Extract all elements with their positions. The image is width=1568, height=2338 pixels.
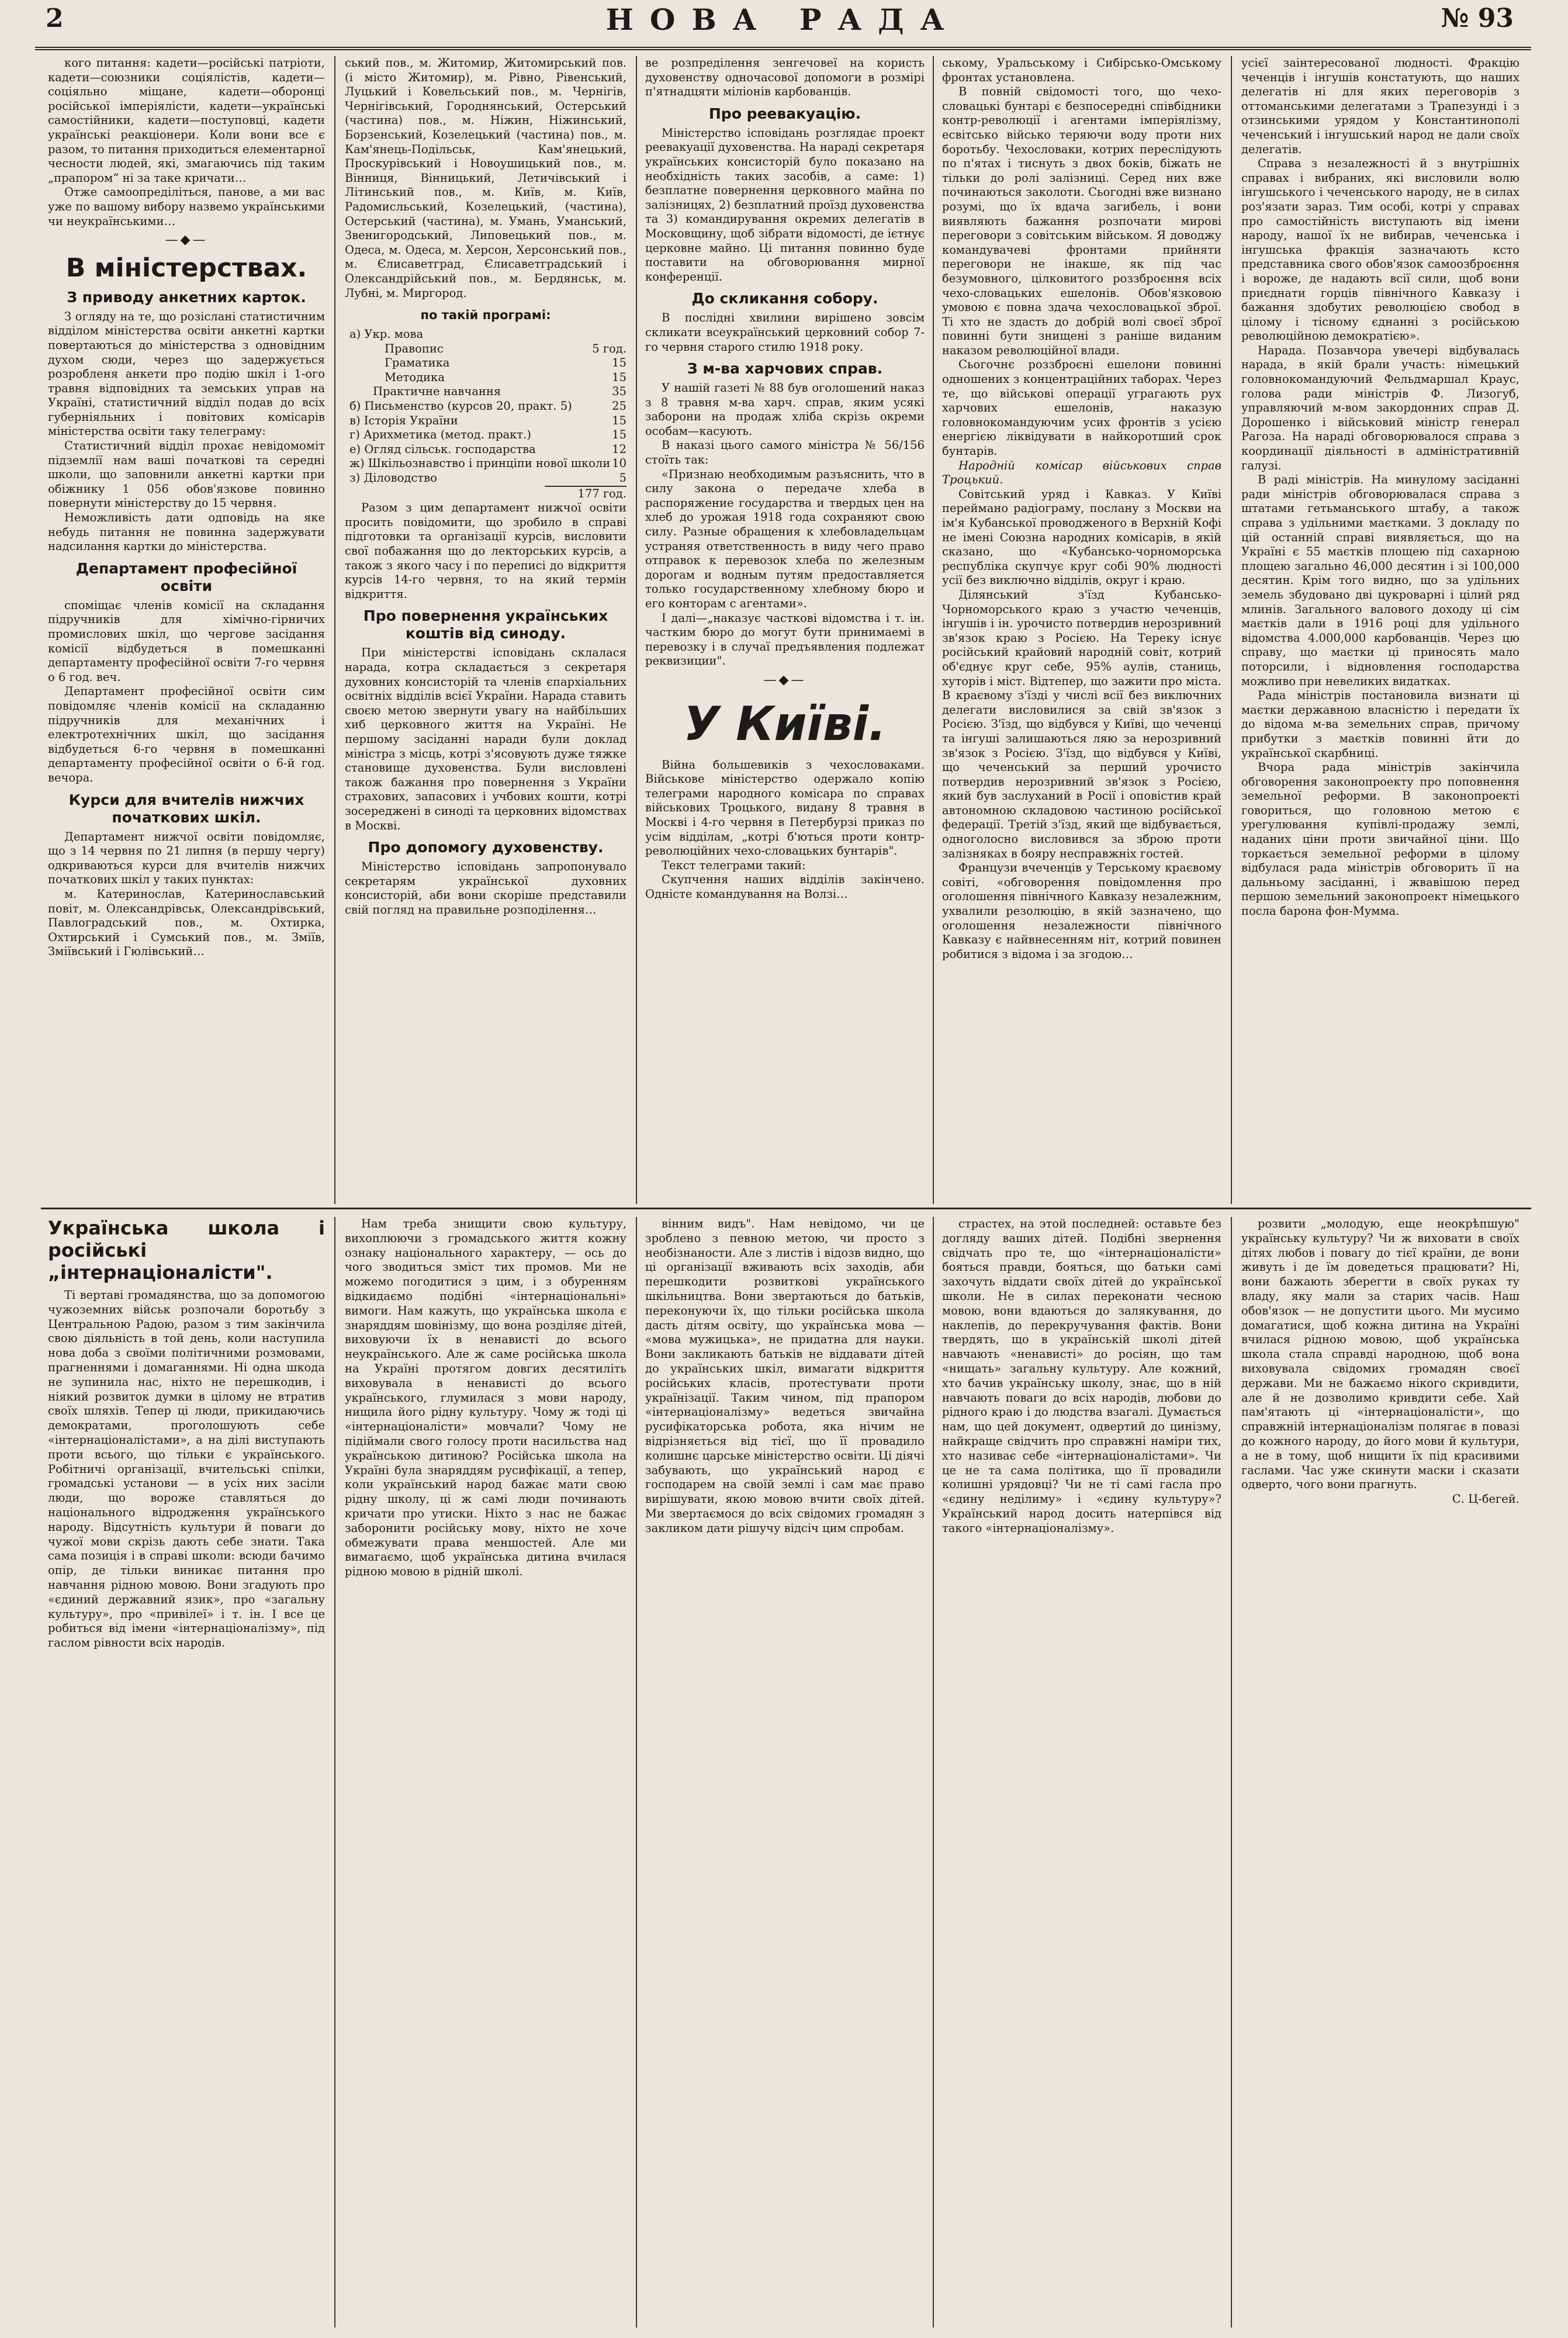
article-paragraph: Департамент нижчої освіти повідомляє, що з 14 червня по 21 липня (в першу чергу) одкриваються курси для вчителів нижчих початкових шкіл у таких пунктах: xyxy=(48,829,325,887)
article-paragraph: В наказі цього самого міністра № 56/156 стоїть так: xyxy=(645,438,925,467)
article-paragraph: ському, Уральському і Сибірсько-Омському фронтах установлена. xyxy=(942,56,1221,84)
column-rule xyxy=(636,1217,637,2327)
column-rule xyxy=(933,1217,934,2327)
column-1 xyxy=(48,56,325,1204)
column-3 xyxy=(645,56,925,1204)
program-row: а) Укр. мова xyxy=(349,327,424,341)
article-paragraph: «Признаю необходимым разъяснить, что в силу закона о передаче хлеба в распоряжение государства и твердых цен на хлеб до урожая 1918 года сохраняют свою силу. Разные обращения к хлебовладельцам устраняя ответственность в виду чего право отправок к перевозок хлеба по железным дорогам и водным путям предоставляется только государственному хлебному бюро и его конторам с агентами». xyxy=(645,467,925,610)
feuilleton-column-5 xyxy=(1241,1217,1519,2327)
column-rule xyxy=(1231,56,1232,1204)
article-paragraph: В послідні хвилини вирішено зовсім скликати всеукраїнський церковний собор 7-го червня старого стилю 1918 року. xyxy=(645,311,925,354)
ornament-divider: —◆— xyxy=(763,672,807,687)
article-paragraph: Отже самоопреділіться, панове, а ми вас уже по вашому вибору назвемо українськими чи неукраїнськими… xyxy=(48,185,325,228)
article-paragraph: Сьогочнє роззброєні ешелони повинні одношених з концентраційних таборах. Через те, що військові операції уграгають рух харчових ешелонів, наказую головнокомандуючим усих фронтів з усією енергією ліквідувати в найкоротший срок бунтарів. xyxy=(942,358,1221,458)
article-paragraph: Народній комісар військових справ Троцький. xyxy=(942,458,1221,487)
article-heading: З м-ва харчових справ. xyxy=(687,360,883,378)
program-row: в) Історія України 15 xyxy=(349,413,626,427)
article-paragraph: споміщає членів комісії на складання підручників для хімічно-гірничих промислових шкіл, що чергове засідання комісії відбудеться в помешканні департаменту професійної освіти 7-го червня о 6 год. веч. xyxy=(48,598,325,684)
article-paragraph: ве розпреділення зенгечовеї на користь духовенству одночасової допомоги в розмірі п'ятнадцяти міліонів карбованців. xyxy=(645,56,925,99)
article-paragraph: В раді міністрів. На минулому засіданні ради міністрів обговорювалася справа з штатами гетьманського штабу, а також справа з удільними маєтками. З докладу по цій останній справі виявляється, що на Україні є 55 маєтків площею під сахарною площею загально 46,000 десятин і зі 100,000 десятин. Крім того видно, що за удільних земель збудовано дві цукроварні і цілий ряд млинів. Загального валового доходу ці сім маєтків дали в 1916 році для удільного відомства 4.000,000 карбованців. Через цю справу, що маєтки ці приносять мало поторсили, і відновлення господарства можливо при невеликих видатках. xyxy=(1241,473,1519,688)
article-heading: До скликання собору. xyxy=(691,290,878,307)
article-paragraph: Нарада. Позавчора увечері відбувалась нарада, в якій брали участь: німецький головнокомандуючий Фельдмаршал Краус, голова ради міністрів Ф. Лизогуб, управляючий м-вом закордонних справ Д. Дорошенко і військовий міністр генерал Рагоза. На нараді обговорювалося справа з координації діяльності в адміністративній галузі. xyxy=(1241,343,1519,472)
author-signature: С. Ц-бегей. xyxy=(1452,1492,1519,1506)
article-paragraph: Міністерство ісповідань запропонувало секретарям української духовних консисторій, аби вони скоріше представили свій погляд на правильне розподілення… xyxy=(345,860,626,916)
article-paragraph: страстех, на этой последней: оставьте без догляду ваших дітей. Подібні звернення свідчать про те, що «інтернаціоналісти» бояться правди, бояться, що батьки самі захочуть віддати своїх дітей до української школи. Не в силах переконати чесною мовою, вони вдаються до залякування, до наклепів, до перекручування фактів. Вони твердять, що в українській школі дітей навчають «ненависті» до росіян, що там «нищать» загальну культуру. Але кожний, хто бачив українську школу, знає, що в ній навчають поваги до всіх народів, любови до рідного краю і до людства взагалі. Думається нам, що цей документ, одвертий до цинізму, найкраще свідчить про справжні наміри тих, хто називає себе «інтернаціоналістами». Чи це не та сама політика, що її провадили колишні урядовці? Чи не ті самі гасла про «єдину неділиму» і «єдину культуру»? Український народ досить натерпівся від такого «інтернаціоналізму». xyxy=(942,1217,1221,1535)
article-heading: З приводу анкетних карток. xyxy=(67,288,306,306)
program-row: б) Письменство (курсов 20, практ. 5) 25 xyxy=(349,399,626,413)
program-row: Методика 15 xyxy=(385,370,626,384)
program-list xyxy=(345,327,626,501)
program-row: ж) Шкільознавство і принціпи нової школи 10 xyxy=(349,456,626,471)
program-row: Практичне навчання 35 xyxy=(373,385,626,399)
article-paragraph: Міністерство ісповідань розглядає проект реевакуації духовенства. На нараді секретаря українських консисторій було показано на необхідність таких засобів, а саме: 1) безплатне повернення церковного майна по залізницях, 2) безплатний проїзд духовенства та 3) командирування окремих делегатів в Московщину, щоб зібрати відомості, де ієтнує церковне майно. Ці питання повинно буде поставити на обговорювання мирної конференції. xyxy=(645,126,925,283)
program-row: Правопис 5 год. xyxy=(385,341,626,355)
section-rule xyxy=(41,1208,1531,1209)
feuilleton-column-4 xyxy=(942,1217,1221,2327)
article-paragraph: Справа з незалежності й з внутрішніх справах і вибраних, які висловили волю інгушського і чеченського народу, не в силах роз'язати зараз. Тим особі, котрі у справах про самостійність виступають від імени народу, нашої їх не вибирав, чеченська і інгушська фракція зазначають ксто представника свого обов'язок самоозброєння і вороже, де надають всії сили, щоб вони приєднати горців північного Кавказу і бажання здобутих революцією свобод в цілому і тісному єднанні з російською революційною демократією». xyxy=(1241,157,1519,343)
section-heading: В міністерствах. xyxy=(65,253,307,283)
article-paragraph: ський пов., м. Житомир, Житомирський пов. (і місто Житомир), м. Рівно, Рівенський, Луцький і Ковельський пов., м. Чернігів, Чернігівський, Городнянський, Остерський (частина) пов., м. Ніжин, Ніжинський, Борзенський, Козелецький (частина) пов., м. Кам'янець-Подільськ, Кам'янецький, Проскурівський і Новоушицький пов., м. Вінниця, Вінницький, Летичівський і Літинський пов., м. Київ, м. Київ, Радомисльський, Козелецький, (частина), Остерський (частина), м. Умань, Уманський, Звенигородський, Липовецький пов., м. Одеса, м. Одеса, м. Херсон, Херсонський пов., м. Єлисаветград, Єлисаветградський і Олександрійський пов., м. Бердянськ, м. Лубні, м. Миргород. xyxy=(345,56,626,300)
article-paragraph: При міністерстві ісповідань склалася нарада, котра складається з секретаря духовних консисторій та членів єпархіальних освітніх відділів всієї України. Нарада ставить своєю метою звернути увагу на найбільших хиб церковного життя на Україні. Не першому засіданні наради були доклад міністра з місць, котрі з'ясовують дуже тяжке становище духовенства. Були висловлені також бажання про повернення з України страхових, запасових і учбових кошти, котрі зосереджені в синоді та церковних відомствах в Москві. xyxy=(345,646,626,832)
article-paragraph: розвити „молодую, еще неокрѣпшую" українську культуру? Чи ж виховати в своїх дітях любов і повагу до тієї країни, де вони живуть і де їм доведеться працювати? Ні, вони бажають зберегти в своїх руках ту владу, яку мали за старих часів. Наш обов'язок — не допустити цього. Ми мусимо домагатися, щоб кожна дитина на Україні вчилася рідною мовою, щоб українська школа стала справді народною, щоб вона виховувала свідомих громадян своєї держави. Ми не бажаємо нікого скривдити, але й не дозволимо кривдити себе. Хай пам'ятають ці «інтернаціоналісти», що справжній інтернаціоналізм полягає в повазі до кожного народу, до його мови й культури, а не в тому, щоб нищити їх під красивими гаслами. Час уже скинути маски і сказати одверто, чого вони прагнуть. xyxy=(1241,1217,1519,1492)
article-paragraph: Статистичний відділ прохає невідомоміт підземлії нам ваші початкові та середні школи, що заповнили анкетні картки при обіжнику 1 056 обов'язкове повинно повернути міністерству до 15 червня. xyxy=(48,439,325,510)
ornament-divider: —◆— xyxy=(165,233,208,248)
article-paragraph: кого питання: кадети—російські патріоти, кадети—союзники соціялістів, кадети—соціяльно міщане, кадети—оборонці російської імперіялісти, кадети—українські самостійники, кадети—поступовці, кадети українські реакціонери. Коли вони все є разом, то питання приходиться елементарної чесности людей, які, змагаючись під таким „прапором“ ні за таке кричати… xyxy=(48,56,325,185)
program-row: г) Арихметика (метод. практ.) 15 xyxy=(349,428,626,442)
article-heading: Курси для вчителів нижчих початкових шкіл. xyxy=(68,791,304,826)
program-row: е) Огляд сільськ. господарства 12 xyxy=(349,442,626,456)
article-paragraph: Французи вчеченців у Терському краєвому совіті, «обговорення повідомлення про оголошення північного Кавказу незалежним, ухвалили резолюцію, в якій зазначено, що оголошення незалежности північного Кавказу є найвнесенням ніт, котрий повинен робитися з відома і за згодою… xyxy=(942,861,1221,961)
article-paragraph: Ділянський з'їзд Кубансько-Чорноморського краю з участю чеченців, інгушів і ін. урочисто потвердив нерозривний зв'язок краю з Росією. На Тереку існує російський крайовий народній совіт, котрий об'єднує круг себе, 95% аулів, станиць, хуторів і міст. Відтепер, що зажити про міста. В краєвому з'їзді у числі всії без виключних делегати висловилися за свій зв'язок з Росією. З'їзд, що відбувся у Київі, що чеченці та інгуші залишаються ляю за нерозривний зв'язок з Росією. З'їзд, що відбувся у Київі, що чеченський за перший урочисто потвердив нерозривний зв'язок з Росією, який був заслуханий в Росії і оповістив край автономною складовою частиною російської федерації. Третій з'їзд, який ще відбувається, одноголосно висловився за зброю проти залізняках в бояру несправжніх гостей. xyxy=(942,587,1221,860)
column-4 xyxy=(942,56,1221,1204)
newspaper-title: НОВА РАДА xyxy=(605,2,961,37)
feuilleton-column-2 xyxy=(345,1217,626,2327)
column-rule xyxy=(334,56,335,1204)
article-heading: Про повернення українських коштів від синоду. xyxy=(363,607,608,642)
article-paragraph: Текст телеграми такий: xyxy=(662,858,806,872)
column-2 xyxy=(345,56,626,1204)
article-paragraph: Рада міністрів постановила визнати ці маєтки державною власністю і передати їх до відома м-ва земельних справ, причому прибутки з маєтків повинні йти до української скарбниці. xyxy=(1241,689,1519,760)
article-paragraph: Совітський уряд і Кавказ. У Київі переймано радіограму, послану з Москви на ім'я Кубанської проводженого в Верхній Кофі не імені Союзна народних комісарів, в якій сказано, що «Кубансько-чорноморська республіка скупчує круг собі 90% людності усії без виключно відділів, округ і краю. xyxy=(942,487,1221,587)
program-total: 177 год. xyxy=(545,486,626,502)
program-heading: по такій програмі: xyxy=(420,308,551,323)
article-paragraph: Департамент професійної освіти сим повідомляє членів комісії на складанню підручників для механічних і електротехнічних шкіл, що засідання відбудеться 6-го червня в помешканні департаменту професійної освіти о 6-й год. вечора. xyxy=(48,684,325,784)
column-5 xyxy=(1241,56,1519,1204)
feuilleton-title: Українська школа і російські „інтернаціоналісти". xyxy=(48,1217,325,1284)
article-paragraph: вінним видъ". Нам невідомо, чи це зроблено з певною метою, чи просто з необізнаности. Але з листів і відозв видно, що ці організації вживають всіх заходів, аби перешкодити розвиткові українського шкільництва. Вони звертаються до батьків, переконуючи їх, що тільки російська школа дасть дітям освіту, що українська мова — «мова мужицька», не придатна для науки. Вони закликають батьків не віддавати дітей до українських шкіл, вимагати відкриття російських класів, протестувати проти українізації. Таким чином, під прапором «інтернаціоналізму» ведеться звичайна русифікаторська робота, яка нічим не відрізняється від тієї, що її провадило колишнє царське міністерство освіти. Ці діячі забувають, що український народ є господарем на своїй землі і сам має право вирішувати, якою мовою вчити своїх дітей. Ми звертаємося до всіх свідомих громадян з закликом дати рішучу відсіч цим спробам. xyxy=(645,1217,925,1535)
feuilleton-column-3 xyxy=(645,1217,925,2327)
article-paragraph: З огляду на те, що розіслані статистичним відділом міністерства освіти анкетні картки повертаються до міністерства з одновідним духом сюди, через що задержується розробленя анкети про подію шкіл і 1-ого травня відповідних та земських управ на Україні, статистичний відділ подав до всіх губерніяльних і повітових комісарів міністерства освіти таку телеграму: xyxy=(48,309,325,438)
article-paragraph: Разом з цим департамент нижчої освіти просить повідомити, що зробило в справі підготовки та організації курсів, висловити свої побажання що до лекторських курсів, а також з якого часу і по переписі до відкриття курсів 14-го червня, то на який термін відкриття. xyxy=(345,501,626,601)
masthead xyxy=(35,0,1531,50)
program-row: Граматика 15 xyxy=(385,356,626,370)
program-row: з) Діловодство 5 xyxy=(349,471,626,485)
column-rule xyxy=(1231,1217,1232,2327)
article-heading: Про реевакуацію. xyxy=(708,105,861,122)
article-paragraph: Скупчення наших відділів закінчено. Одністе командування на Волзі… xyxy=(645,873,925,901)
article-paragraph: Війна большевиків з чехословаками. Військове міністерство одержало копію телеграми народного комісара по справах військових Троцького, видану 8 травня в Москві і 4-го червня в Петербурзі приказ по усім відділам, „котрі б'ються проти контр-революційних чехо-словацьких бунтарів". xyxy=(645,758,925,858)
article-paragraph: У нашій газеті № 88 був оголошений наказ з 8 травня м-ва харч. справ, яким усякі заборони на продаж хліба скрізь окреми особам—касують. xyxy=(645,381,925,438)
article-paragraph: І далі—„наказує часткові відомства і т. ін. частким бюро до могут бути принимаемі в перевозку і в случаї предъявления подлежат реквизиции". xyxy=(645,611,925,668)
article-heading: Департамент професійної освіти xyxy=(75,559,297,594)
article-paragraph: усієї заінтересованої людності. Фракцію чеченців і інгушів констатують, що наших делегатів ні для яких переговорів з оттоманськими делегатами з Трапезунді і з отзинськими урядом у Константинополі чеченський і інгушський народ не дали своїх делегатів. xyxy=(1241,56,1519,156)
feuilleton-column-1 xyxy=(48,1217,325,2327)
section-heading: У Київі. xyxy=(683,696,887,751)
article-paragraph: Ті вертаві громадянства, що за допомогою чужоземних військ розпочали боротьбу з Центральною Радою, разом з тим закінчила свою діяльність в той день, коли наступила нова доба з своїми політичними розмовами, прагненнями і домаганнями. Ні одна шкода не зупинила нас, ніхто не перешкодив, і ніякий розвиток думки в цілому не втратив своїх шляхів. Тепер ці люди, прикидаючись демократами, проголошують себе «інтернаціоналістами», а на ділі виступають проти всього, що тільки є українського. Робітничі організації, вчительські спілки, громадські установи — в усіх них засіли люди, що вороже ставляться до національного відродження українського народу. Відсутність культури й поваги до чужої мови скрізь дають себе знати. Така сама позиція і в справі школи: всюди бачимо опір, де тільки виникає питання про навчання рідною мовою. Вони згадують про «єдиний державний язик», про «загальну культуру», про «привілеї» і т. ін. І все це робиться від імени «інтернаціоналізму», під гаслом рівности всіх народів. xyxy=(48,1288,325,1650)
column-rule xyxy=(636,56,637,1204)
article-paragraph: Вчора рада міністрів закінчила обговорення законопроекту про поповнення земельної реформи. В законопроекті говориться, що головною метою є урегулювання купівлі-продажу землі, наданих ціни проти звичайної ціни. Що торкається земельної реформи в цілому відбулася рада міністрів обговорить її на дальньому засіданні, і жвавішою перед першою земельний законопроект німецького посла барона фон-Мумма. xyxy=(1241,760,1519,918)
article-paragraph: Нам треба знищити свою культуру, вихоплюючи з громадського життя кожну ознаку національного характеру, — ось до чого зводиться зміст тих промов. Ми не можемо погодитися з цим, і з обуренням відкидаємо подібні «інтернаціональні» вимоги. Нам кажуть, що українська школа є знаряддям шовінізму, що вона розділяє дітей, виховуючи їх в ненависті до всього неукраїнського. Але ж саме російська школа на Україні протягом довгих десятиліть виховувала в ненависті до всього українського, глумилася з мови народу, нищила його рідну культуру. Чому ж тоді ці «інтернаціоналісти» мовчали? Чому не підіймали свого голосу проти насильства над українською дитиною? Російська школа на Україні була знаряддям русифікації, а тепер, коли український народ бажає мати свою рідну школу, ці ж самі люди починають кричати про утиски. Ніхто з нас не бажає заборонити російську мову, ніхто не хоче обмежувати права меншостей. Але ми вимагаємо, щоб українська дитина вчилася рідною мовою в рідній школі. xyxy=(345,1217,626,1579)
page-number: 2 xyxy=(46,4,64,33)
column-rule xyxy=(334,1217,335,2327)
column-rule xyxy=(933,56,934,1204)
article-heading: Про допомогу духовенству. xyxy=(368,839,604,856)
article-paragraph: Неможливість дати одповідь на яке небудь питання не повинна задержувати надсилання картки до міністерства. xyxy=(48,511,325,554)
issue-number: № 93 xyxy=(1441,4,1514,33)
article-paragraph: м. Катеринослав, Катеринославський повіт, м. Олександрівськ, Олександрівський, Павлоградський пов., м. Охтирка, Охтирський і Сумський пов., м. Зміїв, Зміївський і Гюлівський… xyxy=(48,887,325,959)
article-paragraph: В повній свідомості того, що чехо-словацькі бунтарі є безпосередні співбідники контр-революції і агентами імперіялізму, есвітсько військо теряючи воду проти них боротьбу. Чехословаки, котрих переслідують по п'ятах і тиснуть з двох боків, біжать не тільки до ролі залізниці. Серед них вже починаються заколоти. Сьогодні вже визнано розумі, що їх вдача загибель, і вони виявляють бажання розпочати мирові переговори з совітським військом. Я доводжу командувачеві фронтами прийняти переговори не інакше, як під час безумовного, цілковитого роззброєння всіх чехо-словацьких ешелонів. Обов'язковою умовою є повна здача чехословацької зброї. Ті хто не здасть до добрій волі своєї зброї повинні бути знищені з раніше виданим наказом революційної влади. xyxy=(942,85,1221,357)
